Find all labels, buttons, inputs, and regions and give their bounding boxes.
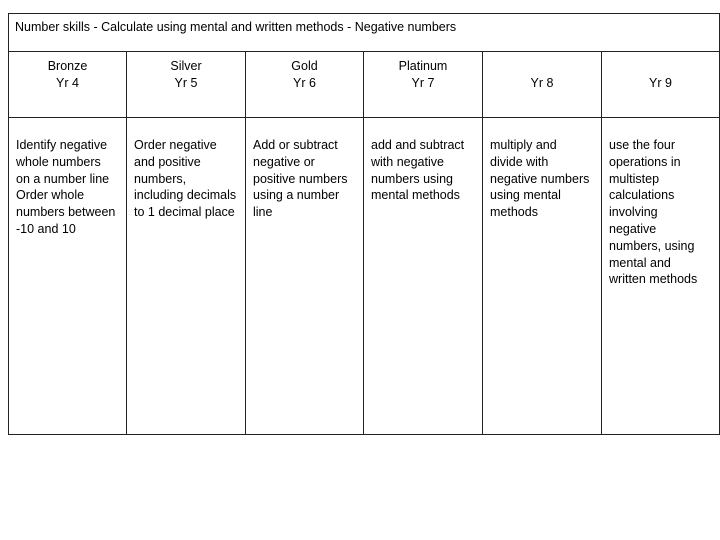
- level-label: Bronze: [47, 59, 88, 73]
- level-label: Silver: [170, 59, 202, 73]
- column-gold: [246, 52, 364, 435]
- level-label: Gold: [291, 59, 318, 73]
- year-label: Yr 4: [56, 75, 79, 90]
- table-title: Number skills - Calculate using mental and written methods - Negative numbers: [9, 14, 719, 52]
- skill-description: add and subtract with negative numbers using mental methods: [371, 138, 465, 203]
- year-label: Yr 9: [649, 75, 672, 90]
- column-bronze: [9, 52, 127, 435]
- level-label: Platinum: [398, 59, 448, 73]
- column-header: [9, 52, 126, 118]
- table-grid: [9, 52, 719, 435]
- column-header: [127, 52, 245, 118]
- skill-description: Order negative and positive numbers, including decimals to 1 decimal place: [134, 138, 237, 220]
- column-platinum: [364, 52, 483, 435]
- year-label: Yr 5: [174, 75, 198, 90]
- column-yr8: [483, 52, 602, 435]
- column-header: [602, 52, 719, 118]
- skill-description: multiply and divide with negative numbers using mental methods: [490, 138, 590, 220]
- year-label: Yr 7: [411, 75, 435, 90]
- skills-table: [8, 13, 720, 435]
- column-yr9: [602, 52, 719, 435]
- skill-description: use the four operations in multistep calculations involving negative numbers, using mental and written methods: [609, 138, 698, 287]
- column-header: [246, 52, 363, 118]
- column-silver: [127, 52, 246, 435]
- skill-description: Identify negative whole numbers on a number line Order whole numbers between -10 and 10: [16, 138, 116, 236]
- column-header: [364, 52, 482, 118]
- column-header: [483, 52, 601, 118]
- skill-description: Add or subtract negative or positive numbers using a number line: [253, 138, 348, 220]
- year-label: Yr 8: [530, 75, 554, 90]
- year-label: Yr 6: [293, 75, 316, 90]
